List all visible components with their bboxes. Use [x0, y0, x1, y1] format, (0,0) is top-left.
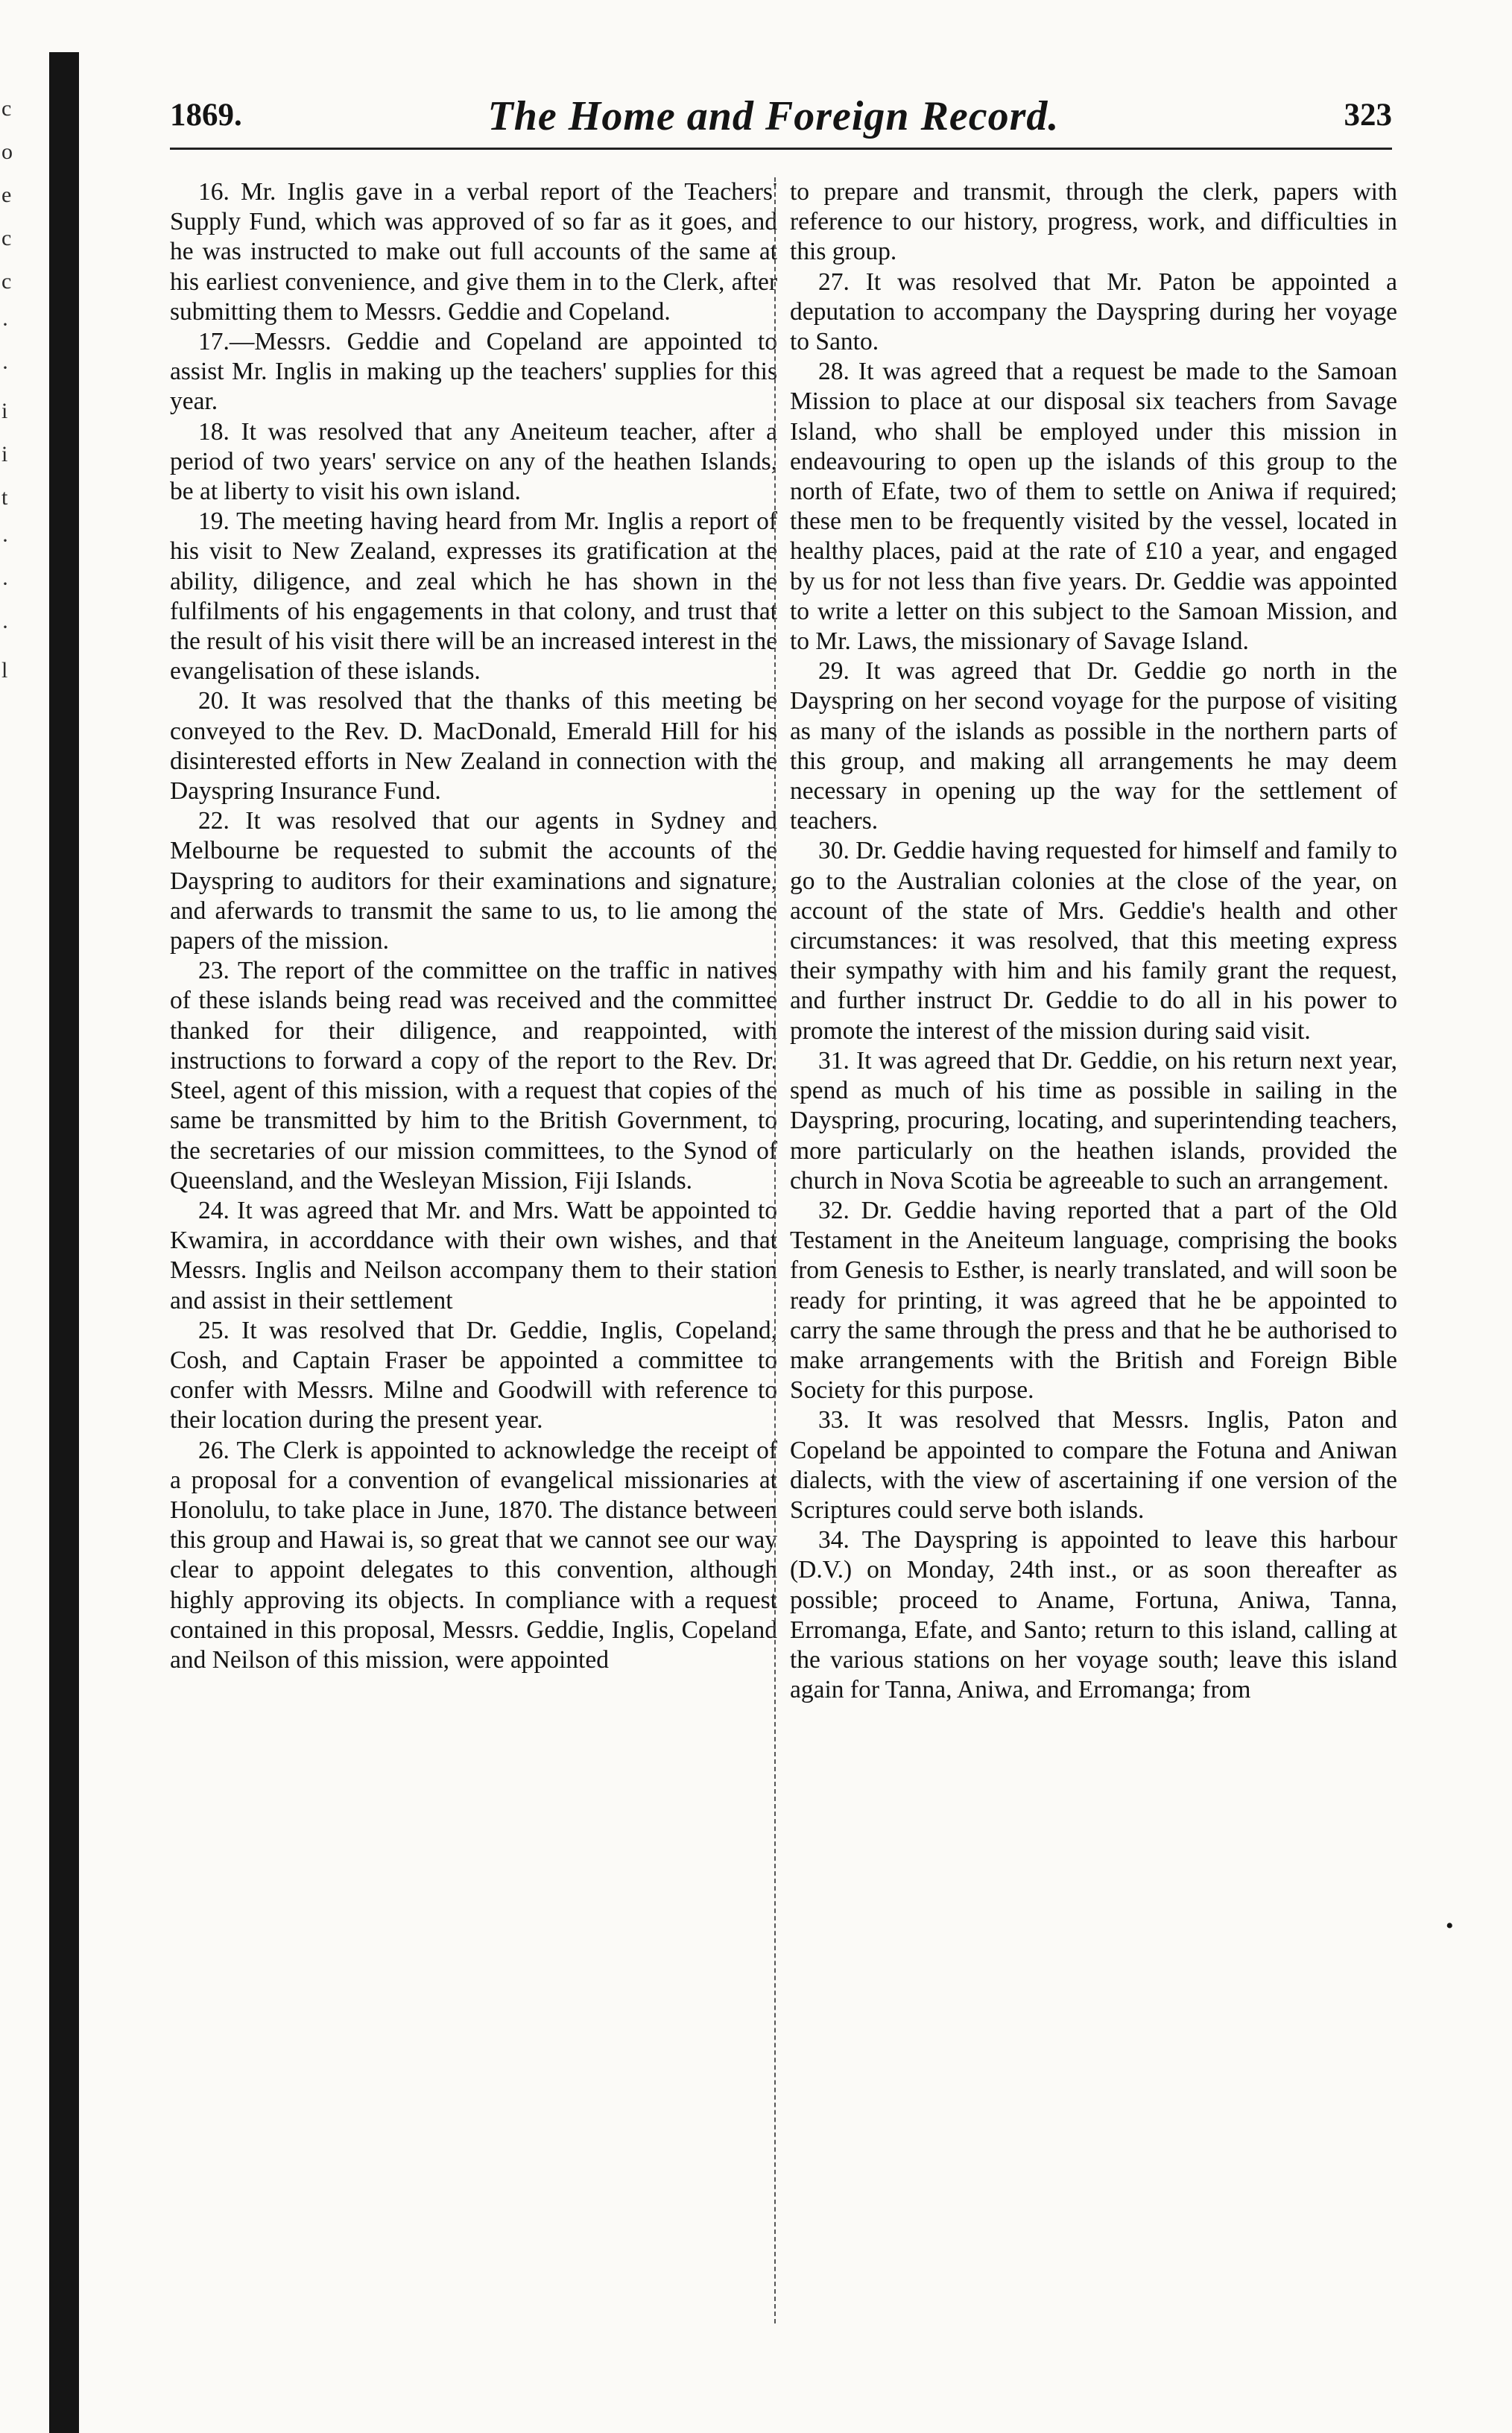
- edge-mark: c: [1, 96, 12, 121]
- minute-29: 29. It was agreed that Dr. Geddie go north in the Dayspring on her second voyage for the purpose of visiting as many of the islands as possible in the northern parts of this group, and making all arrangements he may deem necessary in opening up the way for the settlement of teachers.: [790, 657, 1397, 835]
- header-title: The Home and Foreign Record.: [487, 93, 1060, 139]
- minute-28: 28. It was agreed that a request be made to the Samoan Mission to place at our disposal six teachers from Savage Island, who shall be employed under this mission in endeavouring to open up the islands of this group to the north of Efate, two of them to settle on Aniwa if required; these men to be frequently visited by the vessel, located in healthy places, paid at the rate of £10 a year, and engaged by us for not less than five years. Dr. Geddie was appointed to write a letter on this subject to the Samoan Mission, and to Mr. Laws, the missionary of Savage Island.: [790, 358, 1397, 656]
- minute-16: 16. Mr. Inglis gave in a verbal report of the Teachers' Supply Fund, which was approved of so far as it goes, and he was instructed to make out full accounts of the same at his earliest convenience, and give them in to the Clerk, after submitting them to Messrs. Geddie and Copeland.: [170, 178, 777, 326]
- edge-mark: c: [1, 269, 12, 294]
- minute-32: 32. Dr. Geddie having reported that a part of the Old Testament in the Aneiteum language, comprising the books from Genesis to Esther, is nearly translated, and will soon be ready for printing, it was agreed that he be appointed to carry the same through the press and that he be authorised to make arrangements with the British and Foreign Bible Society for this purpose.: [790, 1196, 1397, 1405]
- edge-mark: ·: [1, 615, 9, 639]
- minute-17: 17.—Messrs. Geddie and Copeland are appointed to assist Mr. Inglis in making up the teachers' supplies for this year.: [170, 328, 777, 416]
- page-number: 323: [1344, 98, 1392, 133]
- header-year: 1869.: [170, 98, 242, 133]
- running-header: [170, 89, 1392, 149]
- minute-24: 24. It was agreed that Mr. and Mrs. Watt be appointed to Kwamira, in accorddance with their own wishes, and that Messrs. Inglis and Neilson accompany them to their station and assist in their settlement: [170, 1196, 777, 1314]
- minute-20: 20. It was resolved that the thanks of this meeting be conveyed to the Rev. D. MacDonald, Emerald Hill for his disinterested efforts in New Zealand in connection with the Dayspring Insurance Fund.: [170, 687, 777, 806]
- right-column: [790, 177, 1397, 1705]
- minute-30: 30. Dr. Geddie having requested for himself and family to go to the Australian colonies at the close of the year, on account of the state of Mrs. Geddie's health and other circumstances: it was resolved, that this meeting express their sympathy with him and his family grant the request, and further instruct Dr. Geddie to do all in his power to promote the interest of the mission during said visit.: [790, 837, 1397, 1045]
- edge-marks: [1, 97, 24, 702]
- edge-mark: ·: [1, 355, 9, 380]
- minute-25: 25. It was resolved that Dr. Geddie, Inglis, Copeland, Cosh, and Captain Fraser be appointed a committee to confer with Messrs. Milne and Goodwill with reference to their location during the present year.: [170, 1316, 777, 1434]
- minute-26: 26. The Clerk is appointed to acknowledge the receipt of a proposal for a convention of evangelical missionaries at Honolulu, to take place in June, 1870. The distance between this group and Hawai is, so great that we cannot see our way clear to appoint delegates to this convention, although highly approving its objects. In compliance with a request contained in this proposal, Messrs. Geddie, Inglis, Copeland and Neilson of this mission, were appointed: [170, 1436, 777, 1674]
- margin-bullet: •: [1446, 1914, 1454, 1938]
- minute-18: 18. It was resolved that any Aneiteum teacher, after a period of two years' service on any of the heathen Islands, be at liberty to visit his own island.: [170, 417, 777, 506]
- left-column: [170, 177, 777, 1675]
- header-rule: [170, 148, 1392, 150]
- column-divider: [774, 177, 777, 2323]
- minute-23: 23. The report of the committee on the traffic in natives of these islands being read was received and the committee thanked for their diligence, and reappointed, with instructions to forward a copy of the report to the Rev. Dr. Steel, agent of this mission, with a request that copies of the same be transmitted by him to the British Government, to the secretaries of our mission committees, to the Synod of Queensland, and the Wesleyan Mission, Fiji Islands.: [170, 957, 777, 1195]
- minute-26-continued: to prepare and transmit, through the clerk, papers with reference to our history, progress, work, and difficulties in this group.: [790, 178, 1397, 266]
- edge-mark: i: [1, 442, 8, 466]
- edge-mark: t: [1, 485, 8, 510]
- edge-mark: l: [1, 658, 8, 683]
- edge-mark: ·: [1, 572, 9, 596]
- minute-19: 19. The meeting having heard from Mr. Inglis a report of his visit to New Zealand, expresses its gratification at the ability, diligence, and zeal which he has shown in the fulfilments of his engagements in that colony, and trust that the result of his visit there will be an increased interest in the evangelisation of these islands.: [170, 507, 777, 686]
- edge-mark: c: [1, 226, 12, 250]
- minute-31: 31. It was agreed that Dr. Geddie, on his return next year, spend as much of his time as possible in sailing in the Dayspring, procuring, locating, and superintending teachers, more particularly on the heathen islands, provided the church in Nova Scotia be agreeable to such an arrangement.: [790, 1046, 1397, 1195]
- edge-mark: o: [1, 139, 13, 164]
- minute-34: 34. The Dayspring is appointed to leave this harbour (D.V.) on Monday, 24th inst., or as soon thereafter as possible; proceed to Aname, Fortuna, Aniwa, Tanna, Erromanga, Efate, and Santo; return to this island, calling at the various stations on her voyage south; leave this island again for Tanna, Aniwa, and Erromanga; from: [790, 1526, 1397, 1704]
- edge-mark: ·: [1, 528, 9, 553]
- binding-shadow: [49, 52, 79, 2433]
- edge-mark: ·: [1, 312, 9, 337]
- minute-33: 33. It was resolved that Messrs. Inglis, Paton and Copeland be appointed to compare the Fotuna and Aniwan dialects, with the view of ascertaining if one version of the Scriptures could serve both islands.: [790, 1406, 1397, 1524]
- minute-27: 27. It was resolved that Mr. Paton be appointed a deputation to accompany the Dayspring during her voyage to Santo.: [790, 268, 1397, 356]
- edge-mark: i: [1, 399, 8, 423]
- edge-mark: e: [1, 183, 12, 207]
- minute-22: 22. It was resolved that our agents in Sydney and Melbourne be requested to submit the accounts of the Dayspring to auditors for their examinations and signature, and aferwards to transmit the same to us, to lie among the papers of the mission.: [170, 807, 777, 955]
